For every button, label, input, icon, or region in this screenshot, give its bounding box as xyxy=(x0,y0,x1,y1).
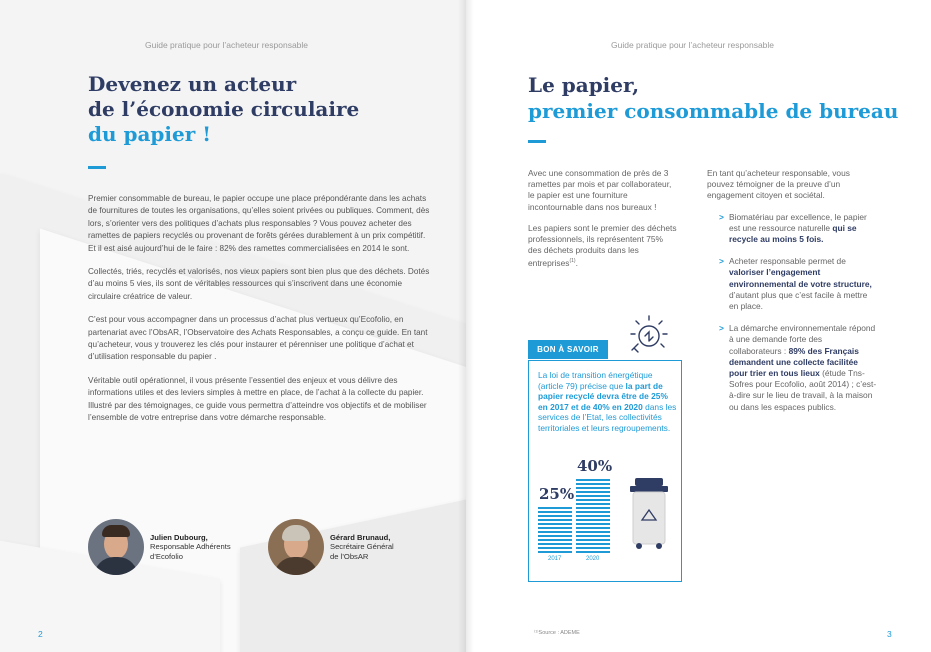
chart-year-label: 2017 xyxy=(548,556,562,562)
accent-dash xyxy=(528,140,546,143)
bullet-text: (étude Tns-Sofres pour Ecofolio, août 2014) ; c’est-à-dire sur le lieu de travail, à la maison ou dans les espaces publics. xyxy=(729,368,877,412)
page-number: 2 xyxy=(38,629,43,639)
right-page xyxy=(466,0,931,652)
paragraph: C’est pour vous accompagner dans un processus d’achat plus vertueux qu’Ecofolio, en partenariat avec l’ObsAR, l’Observatoire des Achats Responsables, a conçu ce guide. En tant qu’acheteur, vous y trouverez les clés pour instaurer et pérenniser une politique d’achat et d’utilisation responsable du papier . xyxy=(88,315,428,362)
callout-text: dans les services de l’Etat, les collectivités territoriales et leurs regroupements. xyxy=(538,401,677,433)
running-head: Guide pratique pour l’acheteur responsable xyxy=(611,40,775,50)
page-number: 3 xyxy=(887,629,892,639)
bullet-bold: 89% des Français demandent une collecte facilitée pour trier en tous lieux xyxy=(729,345,859,379)
column-left xyxy=(528,168,678,279)
author-role: Responsable Adhérents xyxy=(150,542,231,552)
paragraph: Collectés, triés, recyclés et valorisés, nos vieux papiers sont bien plus que des déchets. Dotés d’au moins 5 vies, ils sont de véritables ressources qui s’inscrivent dans une économie circulaire créatrice de valeur. xyxy=(88,267,430,301)
chevron-right-icon: > xyxy=(719,256,724,267)
intro-text xyxy=(88,193,433,436)
chart-bar xyxy=(576,479,610,554)
accent-dash xyxy=(88,166,106,169)
title-line-1: Le papier, xyxy=(528,73,640,97)
column-right xyxy=(707,168,877,424)
author-org: d’Ecofolio xyxy=(150,551,183,561)
running-head: Guide pratique pour l’acheteur responsable xyxy=(145,40,309,50)
recycling-bin-icon xyxy=(628,476,670,552)
chart-value-label: 40% xyxy=(577,457,613,476)
callout-bold: la part de papier recyclé devra être de 25% en 2017 et de 40% en 2020 xyxy=(538,380,668,412)
bon-a-savoir-text xyxy=(538,370,678,434)
title-line-2: premier consommable de bureau xyxy=(528,99,899,123)
avatar xyxy=(88,519,144,575)
author-caption xyxy=(330,533,394,562)
paragraph: Avec une consommation de près de 3 ramettes par mois et par collaborateur, le papier est une fourniture incontournable dans nos bureaux ! xyxy=(528,168,672,212)
paragraph: Premier consommable de bureau, le papier occupe une place prépondérante dans les achats de fournitures de toutes les organisations, qu’elles soient privées ou publiques. Comment, dès lors, s’orienter vers des politiques d’achats plus responsables ? Vous pouvez acheter des ramettes de papiers recyclés ou provenant de forêts gérées durablement à un prix compétitif. Et il est aisé aujourd’hui de le faire : 82% des ramettes commercialisées en 2014 le sont. xyxy=(88,194,430,253)
paragraph-text: Les papiers sont le premier des déchets professionnels, ils représentent 75% des déchets produits dans les entreprises xyxy=(528,222,677,269)
bullet-text: La démarche environnementale répond à une demande forte des collaborateurs : xyxy=(729,323,876,356)
title-line-2: de l’économie circulaire xyxy=(88,97,360,121)
paragraph: Véritable outil opérationnel, il vous présente l’essentiel des enjeux et vous délivre des informations utiles et des leviers simples à mettre en place, de l’achat à la collecte du papier. Illustré par des témoignages, ce guide vous permettra d’atteindre vos objectifs et de mobiliser l’ensemble de votre entreprise dans votre démarche responsable. xyxy=(88,375,427,423)
chart-value-label: 25% xyxy=(539,485,575,504)
chevron-right-icon: > xyxy=(719,323,724,334)
bullet-bold: qui se recycle au moins 5 fois. xyxy=(729,222,857,245)
title-line-3: du papier ! xyxy=(88,122,212,146)
bon-a-savoir-tab: BON À SAVOIR xyxy=(528,340,608,359)
author-org: de l’ObsAR xyxy=(330,551,369,561)
bullet-item xyxy=(707,323,877,413)
author-julien xyxy=(88,519,231,575)
author-gerard xyxy=(268,519,394,575)
callout-text: La loi de transition énergétique (article 79) précise que xyxy=(538,370,653,391)
bullet-item xyxy=(707,212,877,246)
title-line-1: Devenez un acteur xyxy=(88,72,297,96)
bullet-bold: valoriser l’engagement environnemental de votre structure, xyxy=(729,267,872,289)
author-caption xyxy=(150,533,231,562)
bullet-text: d’autant plus que c’est facile à mettre en place. xyxy=(729,289,868,312)
author-name: Julien Dubourg, xyxy=(150,532,208,542)
paragraph: En tant qu’acheteur responsable, vous pouvez témoigner de la preuve d’un engagement citoyen et sociétal. xyxy=(707,168,850,201)
bullet-text: Acheter responsable permet de xyxy=(729,256,846,267)
author-name: Gérard Brunaud, xyxy=(330,532,391,542)
chart-year-label: 2020 xyxy=(586,556,600,562)
page-title xyxy=(528,72,898,124)
avatar xyxy=(268,519,324,575)
chart-bar xyxy=(538,507,572,554)
bullet-item xyxy=(707,256,877,312)
bullet-text: Biomatériau par excellence, le papier est une ressource naturelle xyxy=(729,211,867,233)
lightbulb-icon xyxy=(626,314,672,358)
chevron-right-icon: > xyxy=(719,211,724,222)
author-role: Secrétaire Général xyxy=(330,542,394,552)
page-title xyxy=(88,72,359,147)
paragraph: Les papiers sont le premier des déchets professionnels, ils représentent 75% des déchets produits dans les entreprises$^{(1)}$. xyxy=(528,222,677,269)
source-footnote: ⁽¹⁾Source : ADEME xyxy=(534,630,580,636)
footnote-mark: (1) xyxy=(569,258,576,265)
book-spine xyxy=(458,0,474,652)
